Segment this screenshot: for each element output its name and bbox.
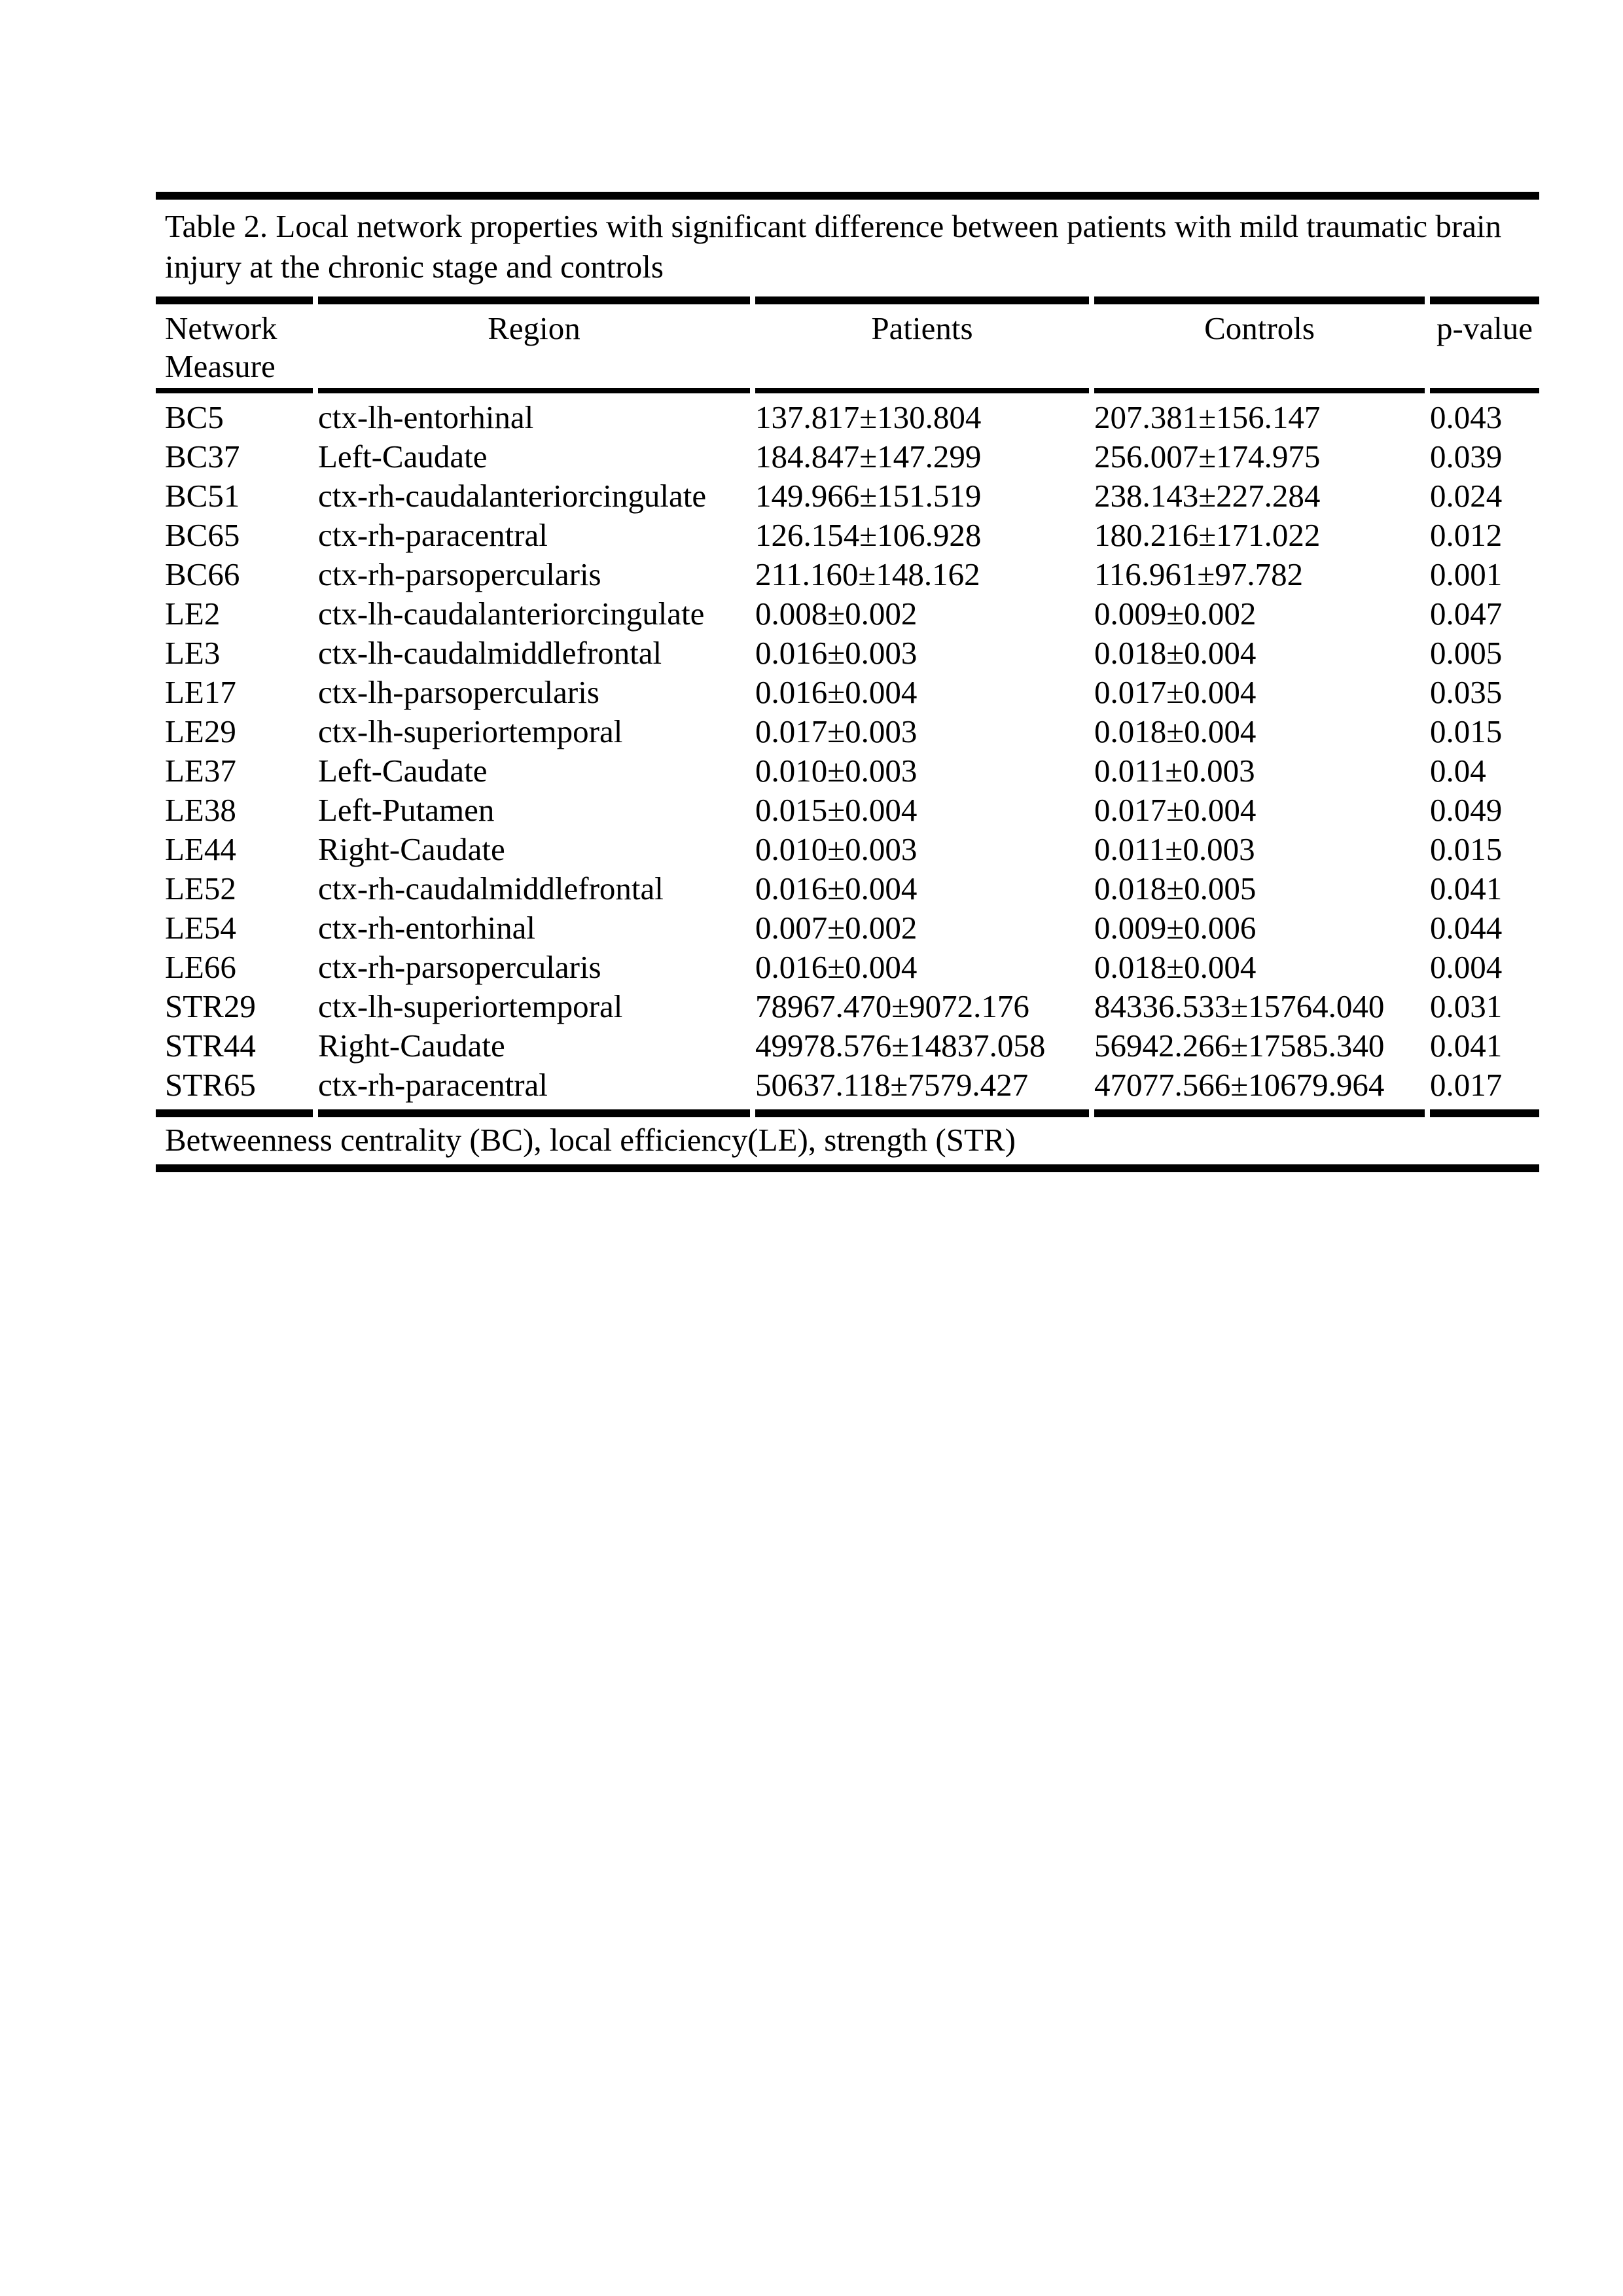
cell-controls: 0.018±0.004: [1094, 635, 1257, 671]
cell-patients: 0.015±0.004: [755, 792, 918, 828]
cell-patients: 126.154±106.928: [755, 517, 982, 553]
table-row: [156, 554, 1539, 594]
cell-measure: LE44: [165, 831, 236, 867]
table-row: [156, 908, 1539, 947]
table-footnote-row: [156, 1117, 1539, 1172]
table-row: [156, 437, 1539, 476]
local-network-properties-table: [151, 192, 1544, 1172]
table-row: [156, 829, 1539, 869]
cell-region: Left-Caudate: [318, 439, 488, 475]
cell-region: ctx-rh-caudalanteriorcingulate: [318, 478, 707, 514]
cell-patients: 149.966±151.519: [755, 478, 982, 514]
column-header-measure-line: Measure: [165, 348, 276, 384]
cell-region: ctx-lh-caudalanteriorcingulate: [318, 596, 705, 632]
cell-measure: LE54: [165, 910, 236, 946]
cell-controls: 84336.533±15764.040: [1094, 988, 1385, 1024]
table-2-block: [151, 192, 1544, 1172]
column-header-region: Region: [318, 296, 750, 393]
table-row: [156, 711, 1539, 751]
cell-region: ctx-rh-parsopercularis: [318, 949, 601, 985]
cell-measure: LE3: [165, 635, 221, 671]
cell-controls: 0.017±0.004: [1094, 792, 1257, 828]
cell-region: Left-Putamen: [318, 792, 495, 828]
cell-controls: 116.961±97.782: [1094, 556, 1304, 592]
cell-patients: 50637.118±7579.427: [755, 1065, 1089, 1117]
table-caption-line-1: Table 2. Local network properties with significant difference between patients with mild traumatic brain: [165, 208, 1502, 244]
cell-patients: 0.008±0.002: [755, 596, 918, 632]
cell-p-value: 0.035: [1430, 674, 1503, 710]
cell-region: ctx-rh-paracentral: [318, 517, 548, 553]
cell-p-value: 0.001: [1430, 556, 1503, 592]
cell-controls: 0.018±0.005: [1094, 870, 1257, 906]
cell-patients: 0.016±0.003: [755, 635, 918, 671]
cell-region: ctx-rh-paracentral: [318, 1065, 750, 1117]
table-row: [156, 594, 1539, 633]
column-header-network-measure: [156, 296, 313, 393]
cell-patients: 0.016±0.004: [755, 674, 918, 710]
cell-measure: BC5: [165, 399, 224, 435]
cell-p-value: 0.047: [1430, 596, 1503, 632]
cell-region: Right-Caudate: [318, 831, 505, 867]
cell-p-value: 0.044: [1430, 910, 1503, 946]
cell-p-value: 0.049: [1430, 792, 1503, 828]
cell-p-value: 0.012: [1430, 517, 1503, 553]
cell-region: ctx-lh-parsopercularis: [318, 674, 599, 710]
cell-measure: LE38: [165, 792, 236, 828]
cell-patients: 0.016±0.004: [755, 870, 918, 906]
table-row: [156, 476, 1539, 515]
cell-region: ctx-lh-caudalmiddlefrontal: [318, 635, 662, 671]
table-row: [156, 947, 1539, 986]
cell-controls: 0.011±0.003: [1094, 753, 1255, 789]
cell-p-value: 0.043: [1430, 399, 1503, 435]
cell-region: ctx-rh-parsopercularis: [318, 556, 601, 592]
column-header-network-line: Network: [165, 310, 277, 346]
cell-controls: 0.018±0.004: [1094, 949, 1257, 985]
cell-patients: 0.010±0.003: [755, 753, 918, 789]
cell-controls: 0.017±0.004: [1094, 674, 1257, 710]
cell-measure: STR65: [156, 1065, 313, 1117]
cell-patients: 49978.576±14837.058: [755, 1028, 1046, 1064]
table-row: [156, 672, 1539, 711]
cell-controls: 56942.266±17585.340: [1094, 1028, 1385, 1064]
cell-measure: LE17: [165, 674, 236, 710]
table-row: [156, 790, 1539, 829]
cell-p-value: 0.005: [1430, 635, 1503, 671]
table-row: [156, 869, 1539, 908]
cell-controls: 238.143±227.284: [1094, 478, 1321, 514]
table-row: [156, 1026, 1539, 1065]
cell-p-value: 0.039: [1430, 439, 1503, 475]
cell-patients: 211.160±148.162: [755, 556, 980, 592]
cell-measure: BC51: [165, 478, 240, 514]
cell-measure: STR44: [165, 1028, 256, 1064]
table-caption-line-2: injury at the chronic stage and controls: [165, 249, 664, 285]
column-header-controls: Controls: [1094, 296, 1425, 393]
cell-patients: 0.016±0.004: [755, 949, 918, 985]
cell-measure: STR29: [165, 988, 256, 1024]
table-header-row: [156, 296, 1539, 393]
table-footnote: Betweenness centrality (BC), local efficiency(LE), strength (STR): [156, 1117, 1539, 1172]
cell-p-value: 0.041: [1430, 1028, 1503, 1064]
cell-measure: LE52: [165, 870, 236, 906]
table-row: [156, 393, 1539, 437]
table-row: [156, 515, 1539, 554]
cell-region: ctx-lh-superiortemporal: [318, 713, 623, 749]
cell-p-value: 0.024: [1430, 478, 1503, 514]
cell-controls: 0.009±0.002: [1094, 596, 1257, 632]
table-row: [156, 986, 1539, 1026]
cell-region: ctx-lh-entorhinal: [318, 399, 534, 435]
cell-controls: 180.216±171.022: [1094, 517, 1321, 553]
cell-patients: 0.010±0.003: [755, 831, 918, 867]
cell-p-value: 0.015: [1430, 831, 1503, 867]
cell-controls: 47077.566±10679.964: [1094, 1065, 1425, 1117]
cell-region: Right-Caudate: [318, 1028, 505, 1064]
cell-patients: 0.007±0.002: [755, 910, 918, 946]
cell-p-value: 0.04: [1430, 753, 1486, 789]
cell-measure: LE66: [165, 949, 236, 985]
cell-patients: 78967.470±9072.176: [755, 988, 1029, 1024]
cell-patients: 0.017±0.003: [755, 713, 918, 749]
cell-measure: LE2: [165, 596, 221, 632]
table-caption-row: [156, 192, 1539, 296]
table-row: [156, 633, 1539, 672]
cell-controls: 0.009±0.006: [1094, 910, 1257, 946]
cell-p-value: 0.031: [1430, 988, 1503, 1024]
cell-controls: 0.011±0.003: [1094, 831, 1255, 867]
cell-p-value: 0.004: [1430, 949, 1503, 985]
cell-measure: LE29: [165, 713, 236, 749]
cell-controls: 207.381±156.147: [1094, 399, 1321, 435]
cell-patients: 137.817±130.804: [755, 399, 982, 435]
table-caption: [156, 192, 1539, 296]
cell-p-value: 0.041: [1430, 870, 1503, 906]
column-header-patients: Patients: [755, 296, 1089, 393]
cell-measure: BC37: [165, 439, 240, 475]
cell-region: ctx-rh-entorhinal: [318, 910, 535, 946]
cell-region: ctx-rh-caudalmiddlefrontal: [318, 870, 664, 906]
table-row: [156, 751, 1539, 790]
cell-p-value: 0.017: [1430, 1065, 1539, 1117]
cell-controls: 0.018±0.004: [1094, 713, 1257, 749]
cell-region: ctx-lh-superiortemporal: [318, 988, 623, 1024]
table-row: [156, 1065, 1539, 1117]
column-header-p-value: p-value: [1430, 296, 1539, 393]
cell-measure: BC65: [165, 517, 240, 553]
cell-region: Left-Caudate: [318, 753, 488, 789]
cell-patients: 184.847±147.299: [755, 439, 982, 475]
cell-p-value: 0.015: [1430, 713, 1503, 749]
cell-measure: BC66: [165, 556, 240, 592]
table-body: [156, 393, 1539, 1117]
cell-measure: LE37: [165, 753, 236, 789]
cell-controls: 256.007±174.975: [1094, 439, 1321, 475]
